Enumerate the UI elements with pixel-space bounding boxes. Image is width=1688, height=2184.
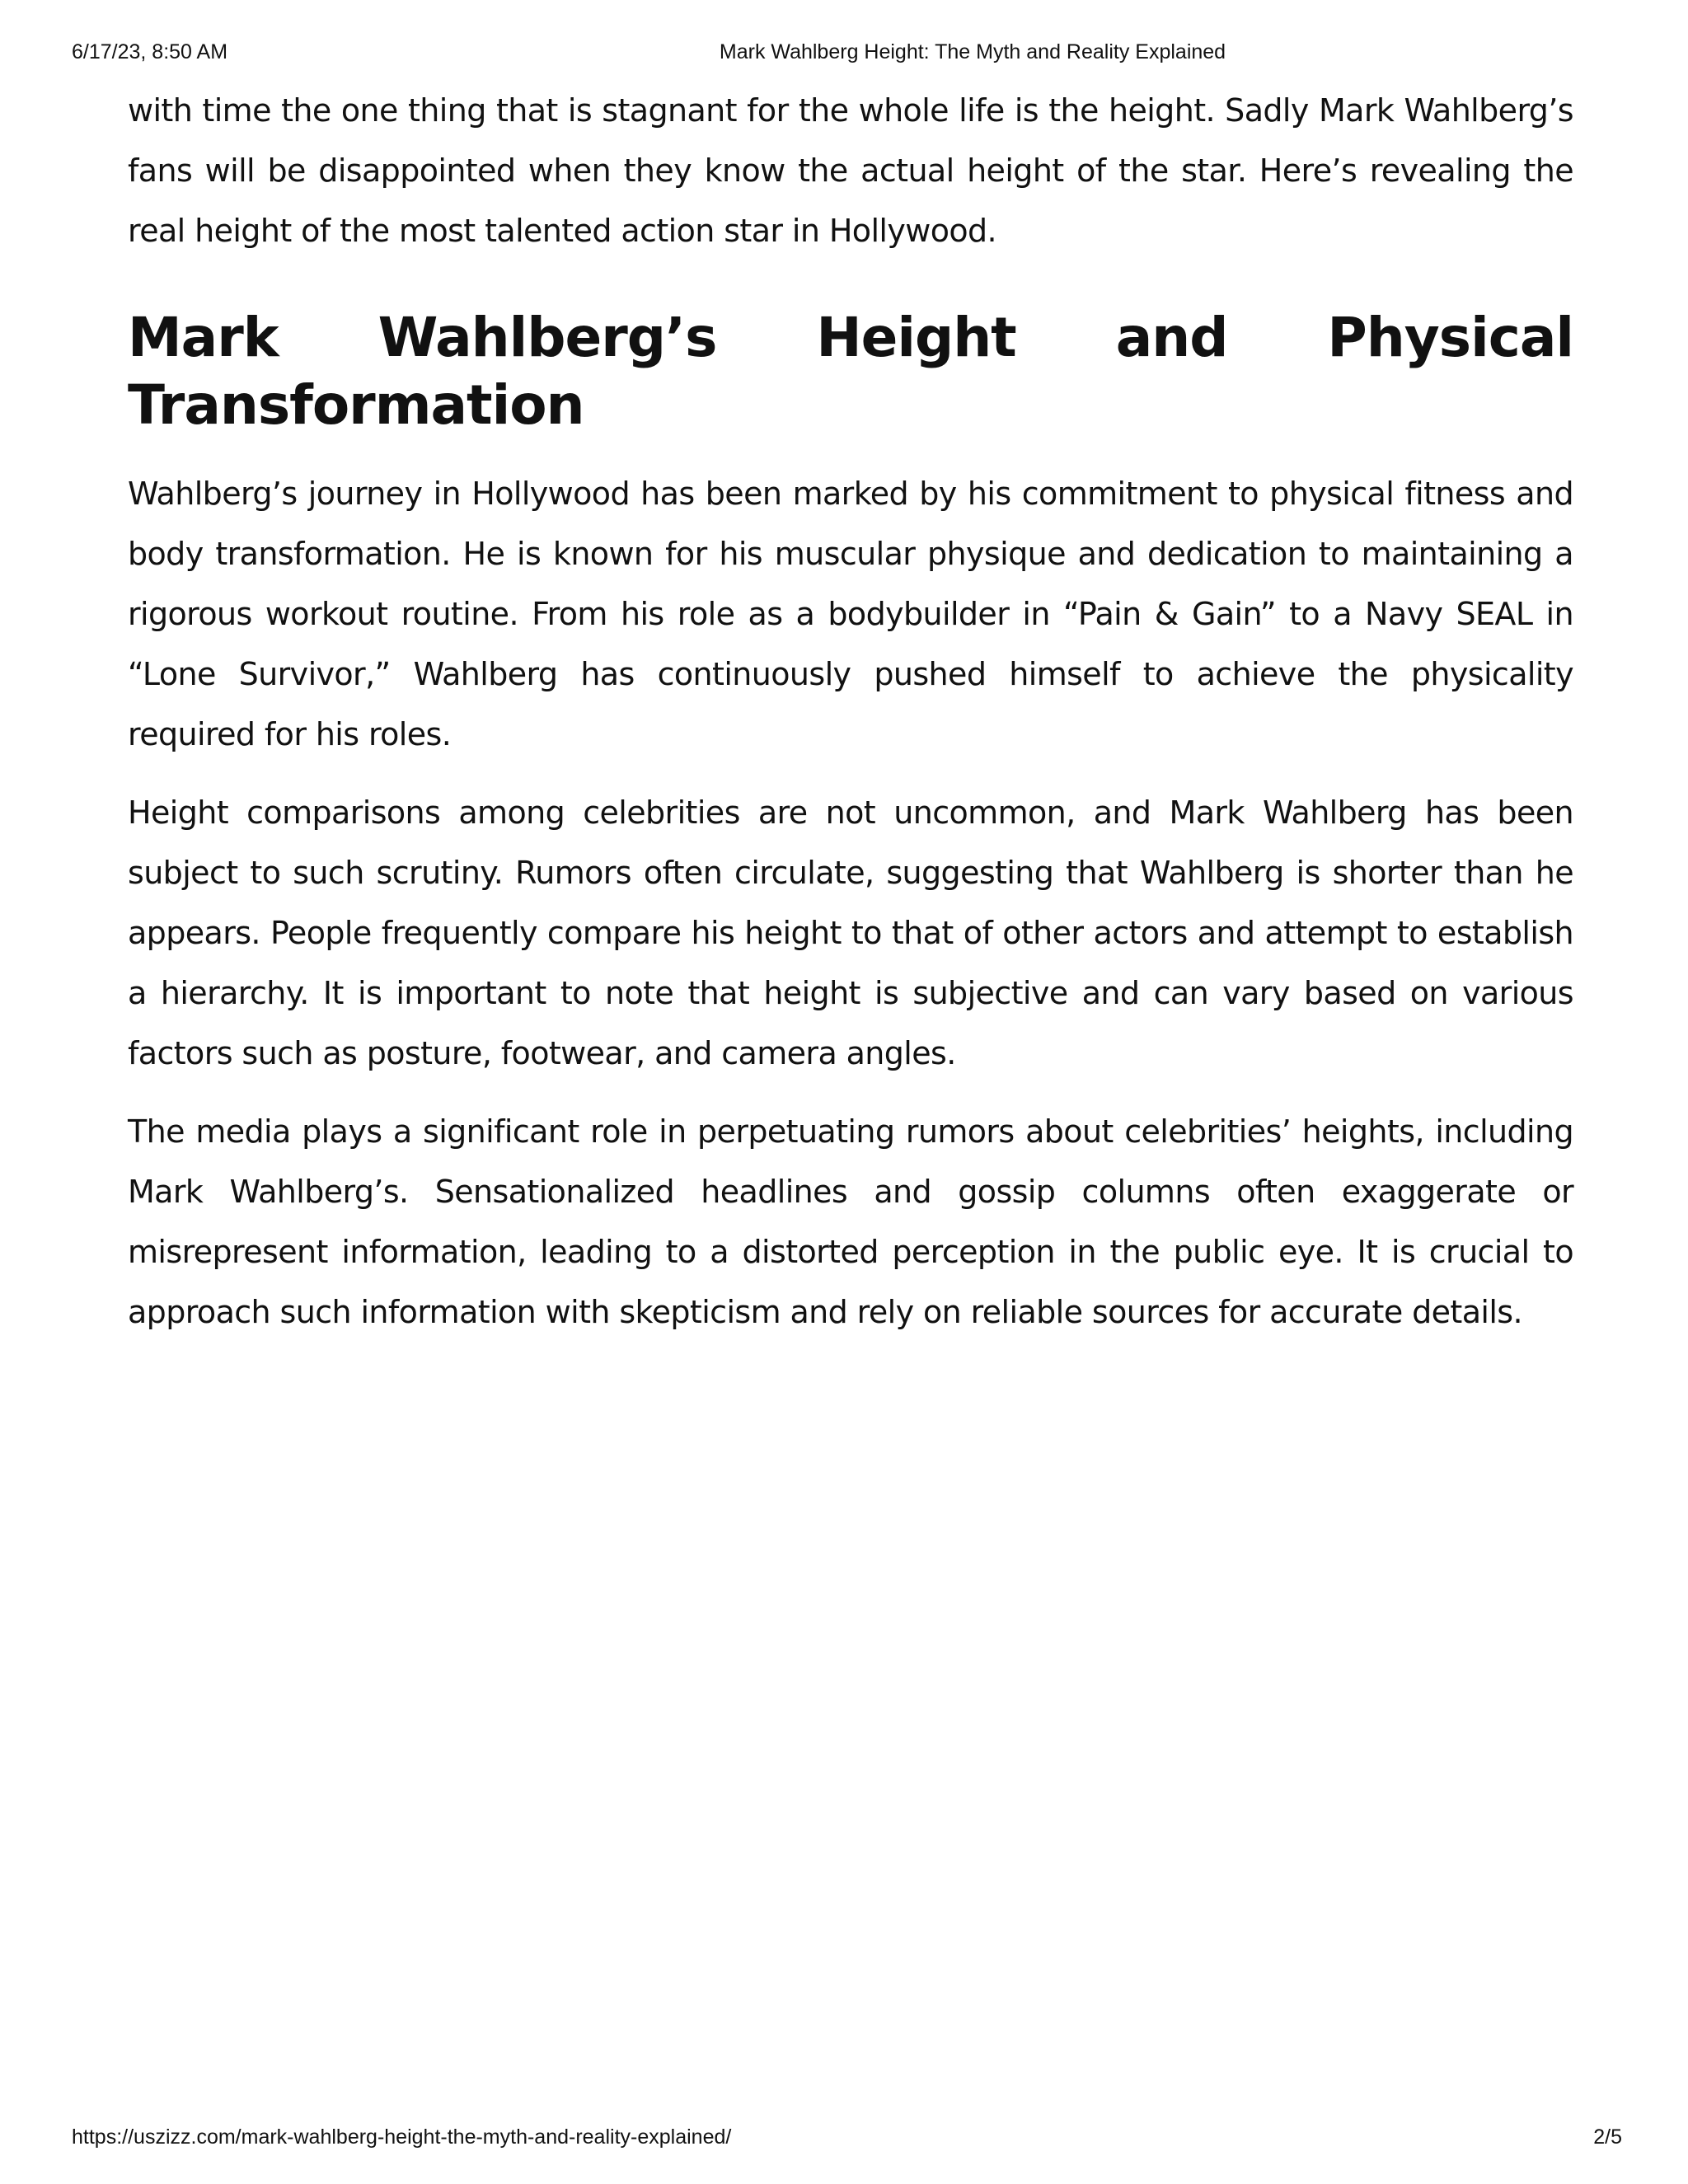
print-footer — [0, 2125, 1688, 2152]
print-page-title: Mark Wahlberg Height: The Myth and Reality Explained — [719, 40, 1226, 63]
print-header — [0, 40, 1688, 67]
body-paragraph: The media plays a significant role in perpetuating rumors about celebrities’ heights, including Mark Wahlberg’s. Sensationalized headlines and gossip columns often exaggerate or misrepresent information, leading to a distorted perception in the public eye. It is crucial to approach such information with skepticism and rely on reliable sources for accurate details. — [128, 1113, 1573, 1330]
page-url: https://uszizz.com/mark-wahlberg-height-the-myth-and-reality-explained/ — [72, 2125, 732, 2149]
article-body — [128, 81, 1573, 1361]
intro-paragraph: with time the one thing that is stagnant for the whole life is the height. Sadly Mark Wahlberg’s fans will be disappointed when they know the actual height of the star. Here’s revealing the real height of the most talented action star in Hollywood. — [128, 92, 1573, 249]
section-heading-line-2: Transformation — [128, 373, 584, 437]
section-heading-line-1: Mark Wahlberg’s Height and Physical — [128, 306, 1573, 369]
page-number: 2/5 — [1593, 2125, 1622, 2149]
print-datetime: 6/17/23, 8:50 AM — [72, 40, 228, 63]
body-paragraph: Wahlberg’s journey in Hollywood has been marked by his commitment to physical fitness and body transformation. He is known for his muscular physique and dedication to maintaining a rigorous workout routine. From his role as a bodybuilder in “Pain & Gain” to a Navy SEAL in “Lone Survivor,” Wahlberg has continuously pushed himself to achieve the physicality required for his roles. — [128, 476, 1573, 752]
section-heading — [128, 304, 1573, 439]
body-paragraph: Height comparisons among celebrities are not uncommon, and Mark Wahlberg has been subject to such scrutiny. Rumors often circulate, suggesting that Wahlberg is shorter than he appears. People frequently compare his height to that of other actors and attempt to establish a hierarchy. It is important to note that height is subjective and can vary based on various factors such as posture, footwear, and camera angles. — [128, 794, 1573, 1071]
